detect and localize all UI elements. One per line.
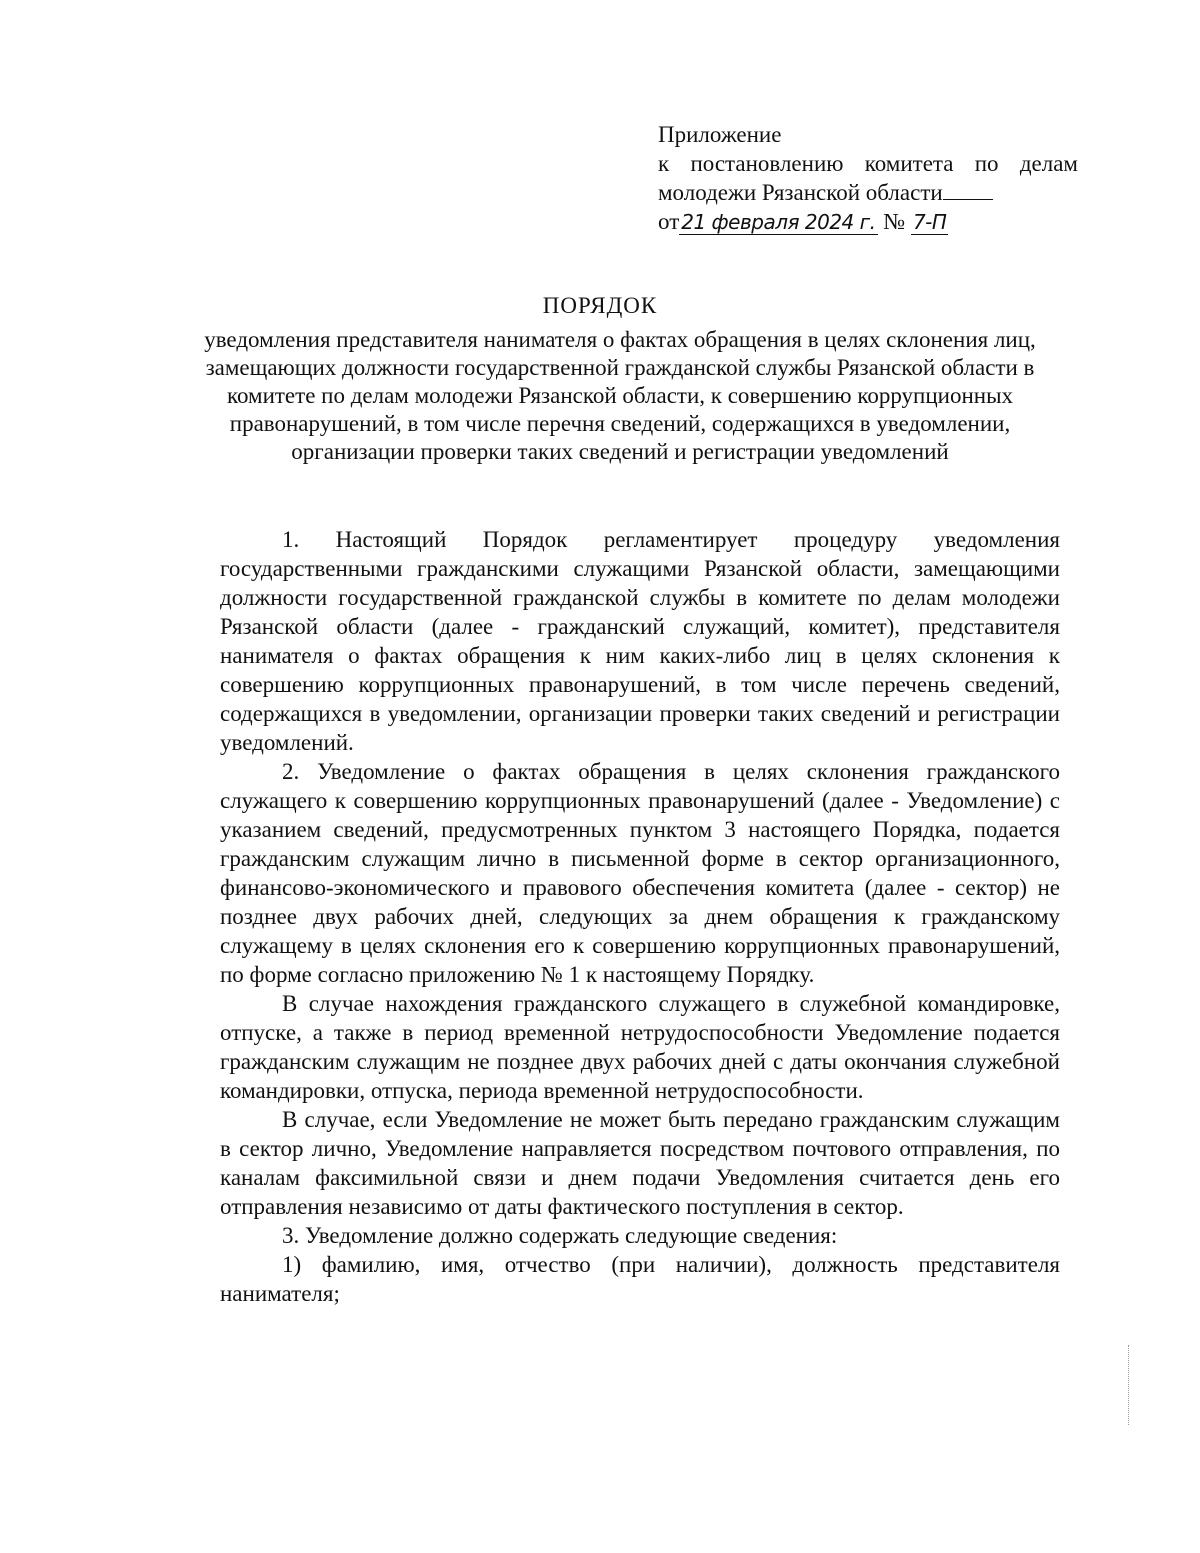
appendix-date-line <box>658 207 1078 237</box>
paragraph-3: В случае нахождения гражданского служащего в служебной командировке, отпуске, а также в период временной нетрудоспособности Уведомление подается гражданским служащим не позднее двух рабочих дней с даты окончания служебной командировки, отпуска, периода временной нетрудоспособности. <box>220 991 1060 1103</box>
paragraph-1: 1. Настоящий Порядок регламентирует процедуру уведомления государственными гражданскими служащими Рязанской области, замещающими должности государственной гражданской службы в комитете по делам молодежи Рязанской области (далее - гражданский служащий, комитет), представителя нанимателя о фактах обращения к ним каких-либо лиц в целях склонения к совершению коррупционных правонарушений, в том числе перечень сведений, содержащихся в уведомлении, организации проверки таких сведений и регистрации уведомлений. <box>220 527 1060 755</box>
document-subtitle: уведомления представителя нанимателя о фактах обращения в целях склонения лиц, замещающих должности государственной гражданской службы Рязанской области в комитете по делам молодежи Рязанской области, к совершению коррупционных правонарушений, в том числе перечня сведений, содержащихся в уведомлении, организации проверки таких сведений и регистрации уведомлений <box>204 327 1036 464</box>
paragraph-2: 2. Уведомление о фактах обращения в целях склонения гражданского служащего к совершению коррупционных правонарушений (далее - Уведомление) с указанием сведений, предусмотренных пунктом 3 настоящего Порядка, подается гражданским служащим лично в письменной форме в сектор организационного, финансово-экономического и правового обеспечения комитета (далее - сектор) не позднее двух рабочих дней, следующих за днем обращения к гражданскому служащему в целях склонения его к совершению коррупционных правонарушений, по форме согласно приложению № 1 к настоящему Порядку. <box>220 759 1060 987</box>
appendix-heading: Приложение <box>658 122 782 147</box>
handwritten-date: 21 февраля 2024 г. <box>681 210 876 234</box>
appendix-block <box>658 120 1078 237</box>
appendix-committee-line <box>658 178 1078 207</box>
date-prefix: от <box>658 209 680 234</box>
paragraph-4: В случае, если Уведомление не может быть передано гражданским служащим в сектор лично, Уведомление направляется посредством почтового отправления, по каналам факсимильной связи и днем подачи Уведомления считается день его отправления независимо от даты фактического поступления в сектор. <box>220 1107 1060 1219</box>
paragraph-6: 1) фамилию, имя, отчество (при наличии), должность представителя нанимателя; <box>220 1252 1060 1306</box>
document-title: ПОРЯДОК <box>542 293 658 318</box>
appendix-committee-name: молодежи Рязанской области <box>658 180 943 205</box>
document-body <box>220 525 1060 1308</box>
underline-tail <box>943 179 993 200</box>
handwritten-number: 7-П <box>912 210 947 234</box>
appendix-resolution-line: к постановлению комитета по делам <box>658 151 1078 176</box>
scan-artifact <box>1128 1345 1131 1425</box>
number-prefix: № <box>883 209 906 234</box>
paragraph-5: 3. Уведомление должно содержать следующие сведения: <box>282 1223 838 1248</box>
